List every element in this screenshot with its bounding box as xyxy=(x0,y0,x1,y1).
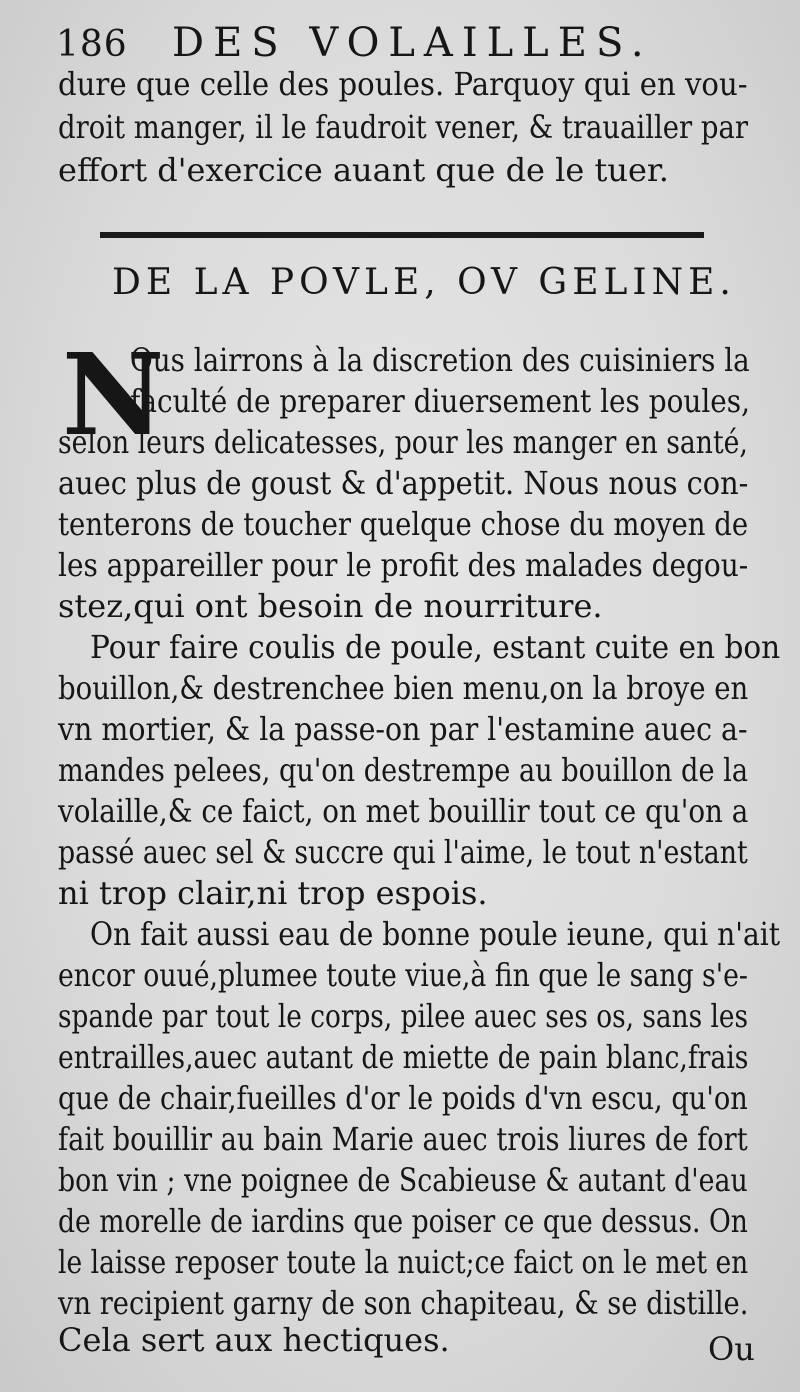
text-line: Ous lairrons à la discretion des cuisiniers la xyxy=(130,341,750,379)
running-title: DES VOLAILLES. xyxy=(172,20,653,66)
text-line: mandes pelees, qu'on destrempe au bouillon de la xyxy=(58,751,749,789)
text-line: faculté de preparer diuersement les poules, xyxy=(130,382,750,420)
catchword: Ou xyxy=(708,1330,755,1368)
text-line: que de chair,fueilles d'or le poids d'vn escu, qu'on xyxy=(58,1079,748,1117)
text-line: volaille,& ce faict, on met bouillir tout ce qu'on a xyxy=(58,792,749,830)
text-line: bon vin ; vne poignee de Scabieuse & autant d'eau xyxy=(58,1161,748,1199)
text-line: selon leurs delicatesses, pour les manger en santé, xyxy=(58,423,748,461)
text-line: spande par tout le corps, pilee auec ses os, sans les xyxy=(58,997,749,1035)
text-line: vn mortier, & la passe-on par l'estamine auec a- xyxy=(58,710,748,748)
text-line: stez,qui ont besoin de nourriture. xyxy=(58,587,603,625)
text-line: fait bouillir au bain Marie auec trois liures de fort xyxy=(58,1120,748,1158)
text-line: ni trop clair,ni trop espois. xyxy=(58,874,488,912)
text-line: effort d'exercice auant que de le tuer. xyxy=(58,151,669,189)
section-title: DE LA POVLE, OV GELINE. xyxy=(112,262,736,303)
text-line: auec plus de goust & d'appetit. Nous nous con- xyxy=(58,464,749,502)
text-line: Pour faire coulis de poule, estant cuite en bon xyxy=(90,628,781,666)
text-line: tenterons de toucher quelque chose du moyen de xyxy=(58,505,749,543)
text-line: de morelle de iardins que poiser ce que dessus. On xyxy=(58,1202,748,1240)
text-line: encor ouué,plumee toute viue,à fin que le sang s'e- xyxy=(58,956,748,994)
drop-cap: N xyxy=(62,330,165,461)
page-number: 186 xyxy=(56,24,128,65)
text-line: bouillon,& destrenchee bien menu,on la broye en xyxy=(58,669,749,707)
text-line: dure que celle des poules. Parquoy qui en vou- xyxy=(58,65,748,103)
text-line: passé auec sel & succre qui l'aime, le tout n'estant xyxy=(58,833,748,871)
text-line: le laisse reposer toute la nuict;ce faict on le met en xyxy=(58,1243,749,1281)
section-rule xyxy=(100,232,704,238)
text-line: entrailles,auec autant de miette de pain blanc,frais xyxy=(58,1038,749,1076)
text-line: Cela sert aux hectiques. xyxy=(58,1321,450,1359)
running-head xyxy=(50,20,750,70)
text-line: vn recipient garny de son chapiteau, & se distille. xyxy=(58,1284,749,1322)
text-line: On fait aussi eau de bonne poule ieune, qui n'ait xyxy=(90,915,781,953)
text-line: les appareiller pour le profit des malades degou- xyxy=(58,546,749,584)
text-line: droit manger, il le faudroit vener, & trauailler par xyxy=(58,108,748,146)
